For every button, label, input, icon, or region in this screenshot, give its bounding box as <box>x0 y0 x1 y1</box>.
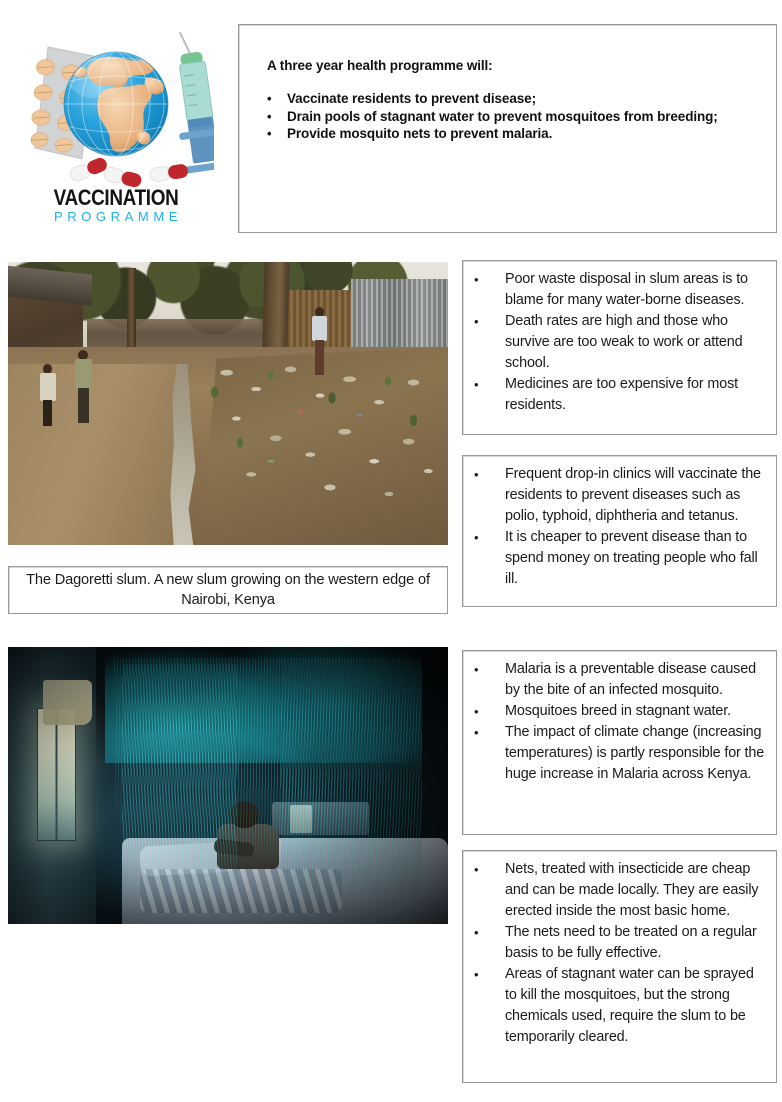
weeds <box>184 364 439 506</box>
slum-photo-caption-box <box>8 566 448 614</box>
list-item-label: Medicines are too expensive for most residents. <box>505 376 738 413</box>
logo-title-programme: PROGRAMME <box>53 209 183 224</box>
bullet-icon: • <box>474 662 479 677</box>
bullet-icon: • <box>474 377 479 392</box>
syringe-icon <box>165 28 214 174</box>
list-item-label: Nets, treated with insecticide are cheap and can be made locally. They are easily erected inside the most basic home. <box>505 861 759 919</box>
tree-trunk-small <box>127 268 137 353</box>
list-item-label: Malaria is a preventable disease caused by the bite of an infected mosquito. <box>505 661 756 698</box>
bullet-list <box>469 659 768 785</box>
figure-legs <box>43 400 53 426</box>
figure-body <box>312 316 327 340</box>
slum-photograph <box>8 262 448 545</box>
list-item <box>469 701 768 722</box>
bullet-icon: • <box>267 126 272 141</box>
mosquito-net-photograph <box>8 647 448 924</box>
list-item-label: Vaccinate residents to prevent disease; <box>287 91 536 106</box>
list-item-label: Poor waste disposal in slum areas is to blame for many water-borne diseases. <box>505 271 748 308</box>
bullet-list <box>469 269 768 416</box>
programme-heading: A three year health programme will: <box>267 58 493 73</box>
bullet-icon: • <box>474 272 479 287</box>
programme-bullet-list <box>267 90 776 143</box>
figure-legs <box>78 388 89 423</box>
list-item-label: Death rates are high and those who survive are too weak to work or attend school. <box>505 313 743 371</box>
list-item <box>469 464 768 527</box>
bullet-icon: • <box>474 925 479 940</box>
list-item-label: Mosquitoes breed in stagnant water. <box>505 703 731 719</box>
resident-figure <box>37 364 59 426</box>
dirt-path <box>8 364 184 545</box>
logo-artwork <box>18 28 214 188</box>
bullet-icon: • <box>474 467 479 482</box>
list-item <box>469 722 768 785</box>
bullet-list <box>469 464 768 590</box>
globe-icon <box>64 52 168 156</box>
bullet-icon: • <box>474 725 479 740</box>
list-item <box>267 125 776 143</box>
info-box-nets-solution <box>462 850 777 1083</box>
list-item <box>469 659 768 701</box>
resident-figure <box>72 350 95 424</box>
bullet-icon: • <box>474 967 479 982</box>
list-item <box>469 269 768 311</box>
programme-summary-box <box>238 24 777 233</box>
info-box-malaria-facts <box>462 650 777 835</box>
list-item <box>267 90 776 108</box>
list-item-label: It is cheaper to prevent disease than to spend money on treating people who fall ill. <box>505 529 758 587</box>
list-item <box>469 922 768 964</box>
vignette <box>8 647 448 924</box>
list-item <box>469 964 768 1048</box>
bullet-icon: • <box>474 704 479 719</box>
info-box-clinics-solution <box>462 455 777 607</box>
list-item <box>267 108 776 126</box>
bullet-icon: • <box>474 530 479 545</box>
list-item <box>469 859 768 922</box>
list-item-label: Frequent drop-in clinics will vaccinate the residents to prevent diseases such as polio, typhoid, diphtheria and tetanus. <box>505 466 761 524</box>
figure-body <box>75 359 92 388</box>
photo-caption: The Dagoretti slum. A new slum growing on the western edge of Nairobi, Kenya <box>26 572 430 608</box>
list-item-label: The nets need to be treated on a regular basis to be fully effective. <box>505 924 757 961</box>
bullet-icon: • <box>267 108 272 124</box>
list-item <box>469 311 768 374</box>
list-item-label: Drain pools of stagnant water to prevent mosquitoes from breeding; <box>287 108 718 124</box>
bullet-list <box>469 859 768 1048</box>
logo-title-vaccination: VACCINATION <box>53 185 179 210</box>
figure-legs <box>315 340 325 375</box>
vaccination-programme-logo <box>18 28 214 228</box>
logo-wordmark <box>18 186 214 225</box>
bullet-icon: • <box>267 91 272 106</box>
capsule-icon <box>68 156 188 188</box>
bullet-icon: • <box>474 314 479 329</box>
list-item <box>469 527 768 590</box>
list-item <box>469 374 768 416</box>
figure-body <box>40 373 56 400</box>
bullet-icon: • <box>474 862 479 877</box>
list-item-label: The impact of climate change (increasing temperatures) is partly responsible for the huge increase in Malaria across Kenya. <box>505 724 765 782</box>
list-item-label: Provide mosquito nets to prevent malaria. <box>287 126 553 141</box>
list-item-label: Areas of stagnant water can be sprayed to kill the mosquitoes, but the strong chemicals used, require the slum to be temporarily cleared. <box>505 966 754 1045</box>
info-box-slum-problems <box>462 260 777 435</box>
resident-figure <box>309 307 329 375</box>
